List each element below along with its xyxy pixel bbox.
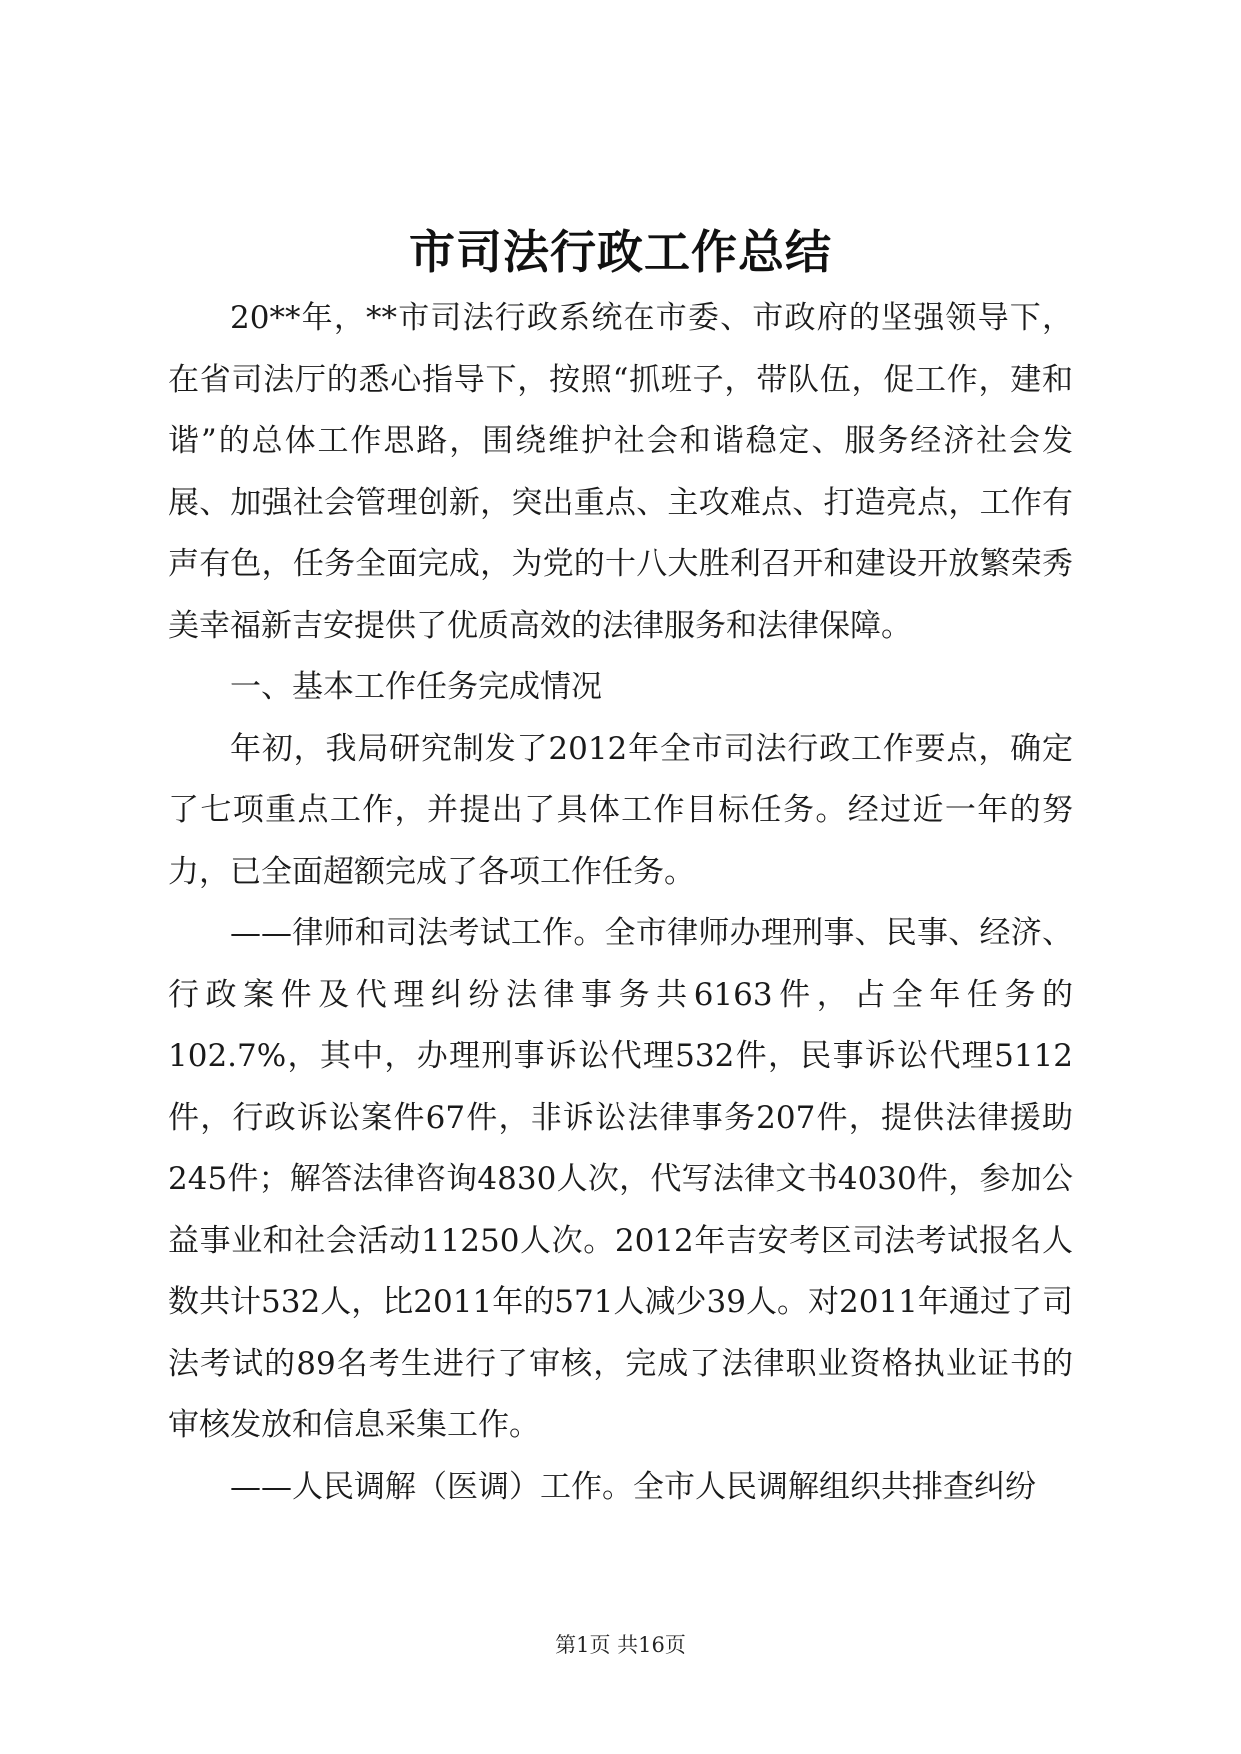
paragraph-overview: 年初，我局研究制发了2012年全市司法行政工作要点，确定了七项重点工作，并提出了具体工作目标任务。经过近一年的努力，已全面超额完成了各项工作任务。: [168, 730, 1073, 890]
section-heading: 一、基本工作任务完成情况: [230, 669, 602, 705]
paragraph-mediation: ——人民调解（医调）工作。全市人民调解组织共排查纠纷: [230, 1468, 1036, 1505]
document-body: [168, 288, 1073, 1518]
page-number-footer: 第1页 共16页: [555, 1633, 686, 1657]
paragraph-lawyer-exam: ——律师和司法考试工作。全市律师办理刑事、民事、经济、行政案件及代理纠纷法律事务共6163件，占全年任务的102.7%，其中，办理刑事诉讼代理532件，民事诉讼代理5112件，行政诉讼案件67件，非诉讼法律事务207件，提供法律援助245件；解答法律咨询4830人次，代写法律文书4030件，参加公益事业和社会活动11250人次。2012年吉安考区司法考试报名人数共计532人，比2011年的571人减少39人。对2011年通过了司法考试的89名考生进行了审核，完成了法律职业资格执业证书的审核发放和信息采集工作。: [168, 915, 1073, 1443]
paragraph-intro: 20**年，**市司法行政系统在市委、市政府的坚强领导下，在省司法厅的悉心指导下，按照“抓班子，带队伍，促工作，建和谐”的总体工作思路，围绕维护社会和谐稳定、服务经济社会发展、加强社会管理创新，突出重点、主攻难点、打造亮点，工作有声有色，任务全面完成，为党的十八大胜利召开和建设开放繁荣秀美幸福新吉安提供了优质高效的法律服务和法律保障。: [168, 300, 1073, 644]
document-title: 市司法行政工作总结: [409, 225, 832, 279]
